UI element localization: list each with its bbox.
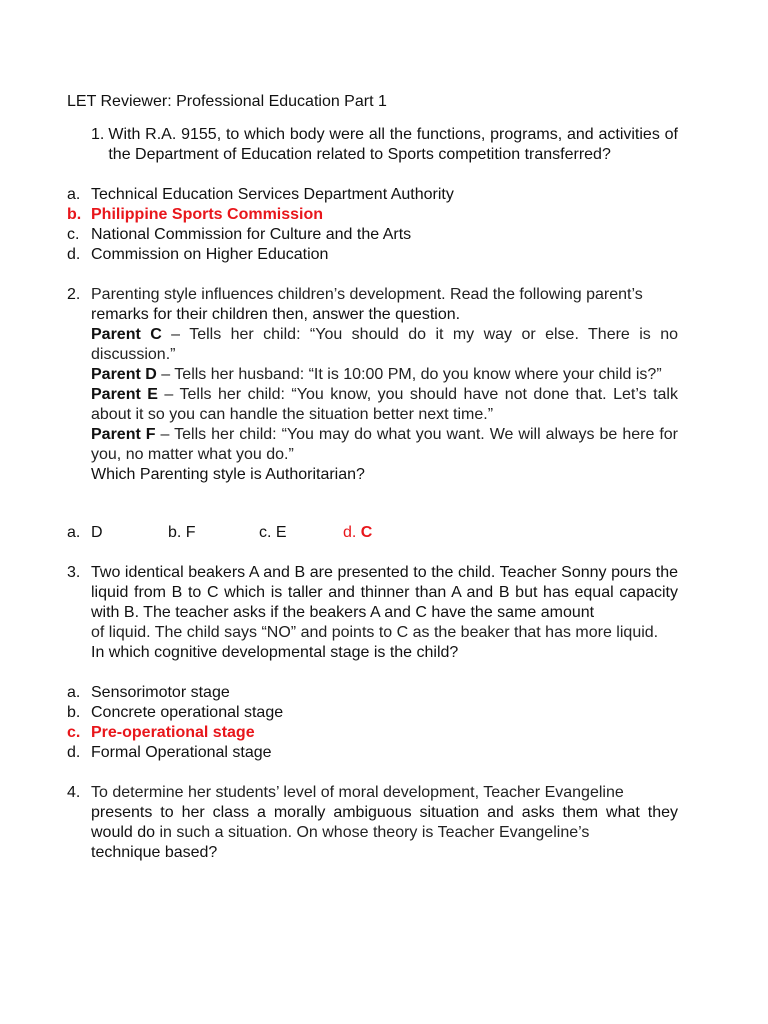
- option-letter: c.: [259, 524, 272, 541]
- question-2-options: [67, 523, 678, 543]
- question-body: [91, 783, 678, 863]
- option-c: [259, 523, 343, 543]
- parent-text: – Tells her child: “You should do it my way or else. There is no discussion.”: [91, 326, 678, 363]
- option-d: [67, 245, 678, 265]
- question-text: of liquid. The child says “NO” and points to C as the beaker that has more liquid.: [91, 624, 659, 641]
- question-prompt: In which cognitive developmental stage is the child?: [91, 644, 459, 661]
- option-a: [67, 523, 168, 543]
- option-letter: d.: [343, 524, 357, 541]
- parent-remark: [91, 385, 678, 425]
- question-prompt: technique based?: [91, 844, 218, 861]
- option-d: [67, 743, 678, 763]
- option-a: [67, 185, 678, 205]
- option-letter: d.: [67, 246, 81, 263]
- parent-remark: [91, 365, 678, 385]
- parent-text: – Tells her child: “You may do what you want. We will always be here for you, no matter what you do.”: [91, 426, 679, 463]
- question-number: 3.: [67, 564, 81, 581]
- option-c: [67, 225, 678, 245]
- question-text: With R.A. 9155, to which body were all the functions, programs, and activities of the Department of Education related to Sports competition transferred?: [108, 126, 678, 163]
- option-c-correct: [67, 723, 678, 743]
- question-body: [91, 563, 678, 663]
- parent-label: Parent C: [91, 326, 162, 343]
- question-text: [91, 803, 678, 843]
- question-1: [67, 125, 678, 165]
- option-letter: a.: [67, 524, 81, 541]
- question-number: 2.: [67, 286, 81, 303]
- option-text: Sensorimotor stage: [91, 684, 230, 701]
- option-text: Philippine Sports Commission: [91, 206, 324, 223]
- option-letter: c.: [67, 724, 81, 741]
- option-letter: d.: [67, 744, 81, 761]
- option-text: E: [275, 524, 287, 541]
- question-number: 1.: [91, 126, 105, 143]
- option-b-correct: [67, 205, 678, 225]
- question-text-part: presents to her class a morally ambiguous situation and asks them what they would do: [91, 804, 678, 841]
- option-text: National Commission for Culture and the Arts: [91, 226, 412, 243]
- option-b: [168, 523, 259, 543]
- option-text: Technical Education Services Department Authority: [91, 186, 454, 203]
- option-letter: b.: [168, 524, 182, 541]
- question-prompt: Which Parenting style is Authoritarian?: [91, 466, 365, 483]
- option-letter: a.: [67, 684, 81, 701]
- parent-remark: [91, 425, 678, 465]
- parent-label: Parent F: [91, 426, 156, 443]
- option-letter: a.: [67, 186, 81, 203]
- option-d-correct: [343, 523, 403, 543]
- option-text: Formal Operational stage: [91, 744, 272, 761]
- question-4: [67, 783, 678, 863]
- option-text: F: [185, 524, 196, 541]
- question-text: To determine her students’ level of moral development, Teacher Evangeline: [91, 784, 624, 801]
- question-3-options: [67, 683, 678, 763]
- question-text-part: in such a situation. On whose theory is Teacher Evangeline’s: [155, 824, 590, 841]
- option-text: Concrete operational stage: [91, 704, 284, 721]
- question-3: [67, 563, 678, 663]
- parent-text: – Tells her child: “You know, you should have not done that. Let’s talk about it so you can handle the situation better next time.”: [91, 386, 678, 423]
- question-text: Two identical beakers A and B are presented to the child. Teacher Sonny pours the liquid from B to C which is taller and thinner than A and B but has equal capacity with B. The teacher asks if the beakers A and C have the same amount: [91, 564, 678, 621]
- option-b: [67, 703, 678, 723]
- question-intro-line: remarks for their children then, answer the question.: [91, 306, 461, 323]
- option-text: C: [360, 524, 373, 541]
- question-2: [67, 285, 678, 485]
- question-number: 4.: [67, 784, 81, 801]
- parent-text: – Tells her husband: “It is 10:00 PM, do you know where your child is?”: [156, 366, 662, 383]
- option-text: Pre-operational stage: [91, 724, 255, 741]
- option-text: Commission on Higher Education: [91, 246, 329, 263]
- option-text: D: [91, 524, 103, 541]
- option-letter: b.: [67, 206, 82, 223]
- question-body: [91, 285, 678, 485]
- option-letter: c.: [67, 226, 80, 243]
- parent-remark: [91, 325, 678, 365]
- option-letter: b.: [67, 704, 81, 721]
- question-intro-line: Parenting style influences children’s development. Read the following parent’s: [91, 286, 643, 303]
- document-title: LET Reviewer: Professional Education Part 1: [67, 93, 387, 110]
- option-a: [67, 683, 678, 703]
- parent-label: Parent E: [91, 386, 158, 403]
- question-1-options: [67, 185, 678, 265]
- parent-label: Parent D: [91, 366, 157, 383]
